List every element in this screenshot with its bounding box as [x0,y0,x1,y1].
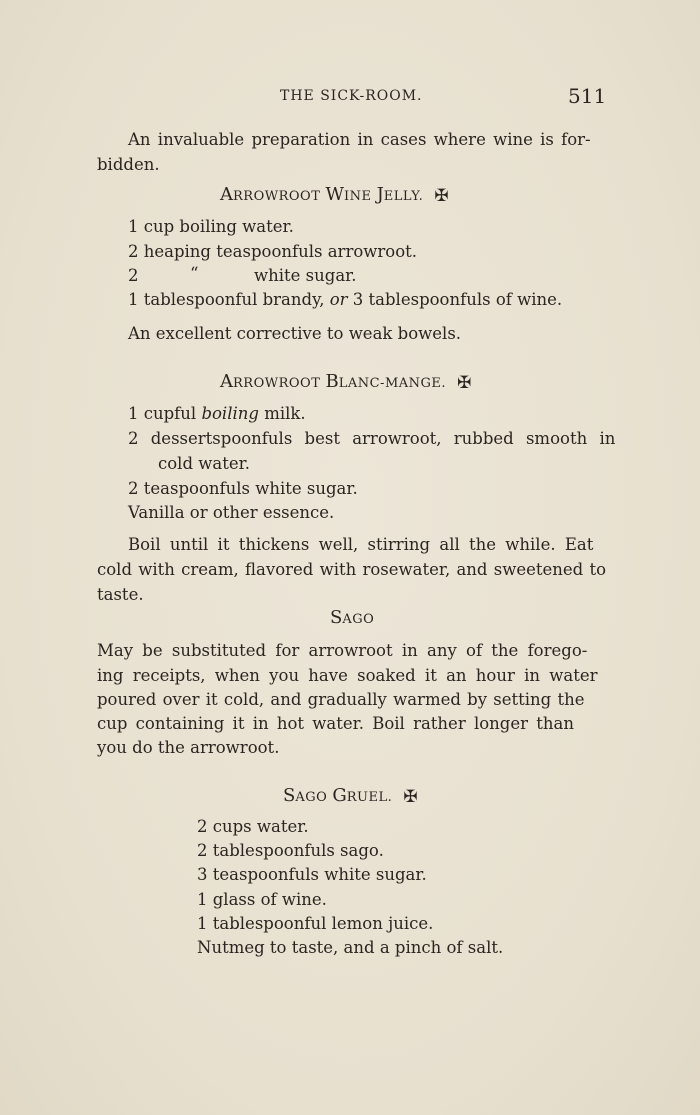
ditto-mark: “ [190,264,199,283]
heading-arrowroot-wine-jelly: ARROWROOT WINE JELLY. ✠ [220,184,449,206]
ingredient-line-number: 2 [128,266,139,285]
ingredient-line: 1 glass of wine. [197,890,327,909]
ingredient-line: 1 tablespoonful lemon juice. [197,914,434,933]
ingredient-line: white sugar. [254,266,357,285]
maltese-cross-icon: ✠ [457,373,472,393]
directions-line: taste. [97,585,144,604]
directions-line: cold with cream, flavored with rosewater, and sweetened to [97,560,607,579]
ingredient-line: 2 tablespoonfuls sago. [197,841,384,860]
ingredient-line: 2 dessertspoonfuls best arrowroot, rubbed smooth in [128,429,616,448]
page-number: 511 [568,84,607,108]
maltese-cross-icon: ✠ [434,186,449,206]
ingredient-line: 2 heaping teaspoonfuls arrowroot. [128,242,418,261]
sago-text-line: poured over it cold, and gradually warmed by setting the [97,690,585,709]
sago-text-line: ing receipts, when you have soaked it an hour in water [97,666,598,685]
sago-text-line: you do the arrowroot. [97,738,280,757]
maltese-cross-icon: ✠ [403,787,418,807]
ingredient-line: Vanilla or other essence. [128,503,335,522]
ingredient-line: 2 cups water. [197,817,309,836]
sago-text-line: May be substituted for arrowroot in any of the forego- [97,641,588,660]
running-head: THE SICK-ROOM. [280,88,423,104]
ingredient-line: 1 tablespoonful brandy, or 3 tablespoonfuls of wine. [128,290,563,309]
sago-text-line: cup containing it in hot water. Boil rather longer than [97,714,574,733]
note-line: An excellent corrective to weak bowels. [128,324,462,343]
heading-arrowroot-blanc-mange: ARROWROOT BLANC-MANGE. ✠ [220,371,472,393]
heading-sago: SAGO [330,607,375,628]
ingredient-line: Nutmeg to taste, and a pinch of salt. [197,938,504,957]
ingredient-line: 2 teaspoonfuls white sugar. [128,479,358,498]
heading-sago-gruel: SAGO GRUEL. ✠ [283,785,418,807]
ingredient-line: 3 teaspoonfuls white sugar. [197,865,427,884]
intro-line-1: An invaluable preparation in cases where wine is for- [128,130,591,149]
ingredient-line: 1 cup boiling water. [128,217,294,236]
intro-line-2: bidden. [97,155,160,174]
directions-line: Boil until it thickens well, stirring all the while. Eat [128,535,594,554]
ingredient-line-continued: cold water. [158,454,250,473]
ingredient-line: 1 cupful boiling milk. [128,404,306,423]
